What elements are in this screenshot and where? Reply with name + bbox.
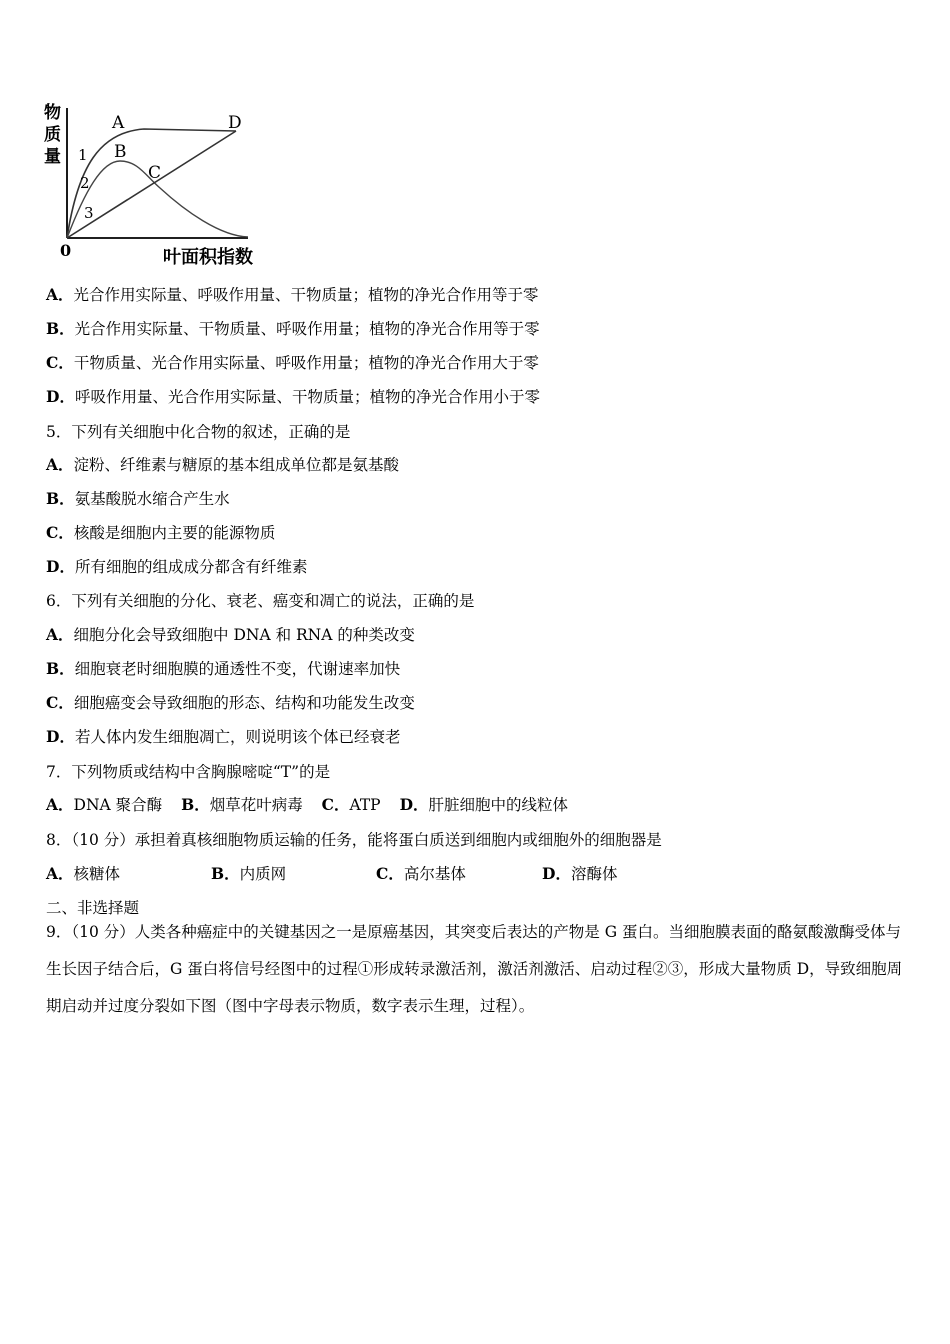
q5-option-a: A．淀粉、纤维素与糖原的基本组成单位都是氨基酸 (46, 455, 400, 474)
q7-stem: 7．下列物质或结构中含胸腺嘧啶“T”的是 (46, 763, 331, 781)
num-2: 2 (80, 174, 90, 192)
label-c: C (148, 163, 162, 183)
q9-paragraph: 9．（10 分）人类各种癌症中的关键基因之一是原癌基因，其突变后表达的产物是 G 蛋白。当细胞膜表面的酪氨酸激酶受体与生长因子结合后，G 蛋白将信号经图中的过程①形成转录激活剂，激活剂激活、启动过程②③，形成大量物质 D，导致细胞周期启动并过度分裂如下图（图中字母表示物质，数字表示生理，过程）。 (46, 923, 903, 1015)
q6-option-a: A．细胞分化会导致细胞中 DNA 和 RNA 的种类改变 (46, 625, 415, 644)
num-1: 1 (78, 146, 88, 164)
q6-option-c: C．细胞癌变会导致细胞的形态、结构和功能发生改变 (46, 693, 415, 712)
q4-option-a: A．光合作用实际量、呼吸作用量、干物质量；植物的净光合作用等于零 (46, 285, 539, 304)
label-d: D (228, 113, 242, 133)
q5-stem: 5．下列有关细胞中化合物的叙述，正确的是 (46, 423, 351, 441)
x-axis-label: 叶面积指数 (163, 247, 253, 268)
q8-option-a: A．核糖体 (46, 864, 121, 883)
q8-option-d: D．溶酶体 (542, 864, 618, 883)
q6-option-b: B．细胞衰老时细胞膜的通透性不变，代谢速率加快 (46, 659, 401, 678)
num-3: 3 (84, 204, 94, 222)
leaf-area-index-graph (40, 96, 270, 271)
label-a: A (112, 113, 125, 133)
q8-option-c: C．高尔基体 (376, 864, 466, 883)
q6-option-d: D．若人体内发生细胞凋亡，则说明该个体已经衰老 (46, 727, 401, 746)
y-label-1: 物 (44, 103, 61, 123)
q5-option-c: C．核酸是细胞内主要的能源物质 (46, 523, 276, 542)
q8-stem: 8．（10 分）承担着真核细胞物质运输的任务，能将蛋白质送到细胞内或细胞外的细胞器是 (46, 831, 662, 849)
q7-option-b: B．烟草花叶病毒 (181, 795, 303, 814)
q4-option-c: C．干物质量、光合作用实际量、呼吸作用量；植物的净光合作用大于零 (46, 353, 539, 372)
q6-stem: 6．下列有关细胞的分化、衰老、癌变和凋亡的说法，正确的是 (46, 592, 475, 610)
label-b: B (114, 142, 127, 162)
q5-option-b: B．氨基酸脱水缩合产生水 (46, 489, 230, 508)
q7-option-c: C．ATP (321, 795, 381, 814)
y-label-3: 量 (44, 147, 61, 167)
q7-option-a: A．DNA 聚合酶 (46, 795, 163, 814)
q5-option-d: D．所有细胞的组成成分都含有纤维素 (46, 557, 308, 576)
q7-options (46, 795, 568, 815)
section-heading: 二、非选择题 (46, 899, 140, 917)
q4-option-b: B．光合作用实际量、干物质量、呼吸作用量；植物的净光合作用等于零 (46, 319, 540, 338)
y-label-2: 质 (44, 125, 61, 145)
q4-option-d: D．呼吸作用量、光合作用实际量、干物质量；植物的净光合作用小于零 (46, 387, 540, 406)
q8-option-b: B．内质网 (211, 864, 287, 883)
q7-option-d: D．肝脏细胞中的线粒体 (399, 795, 569, 814)
origin-label: 0 (60, 241, 72, 260)
